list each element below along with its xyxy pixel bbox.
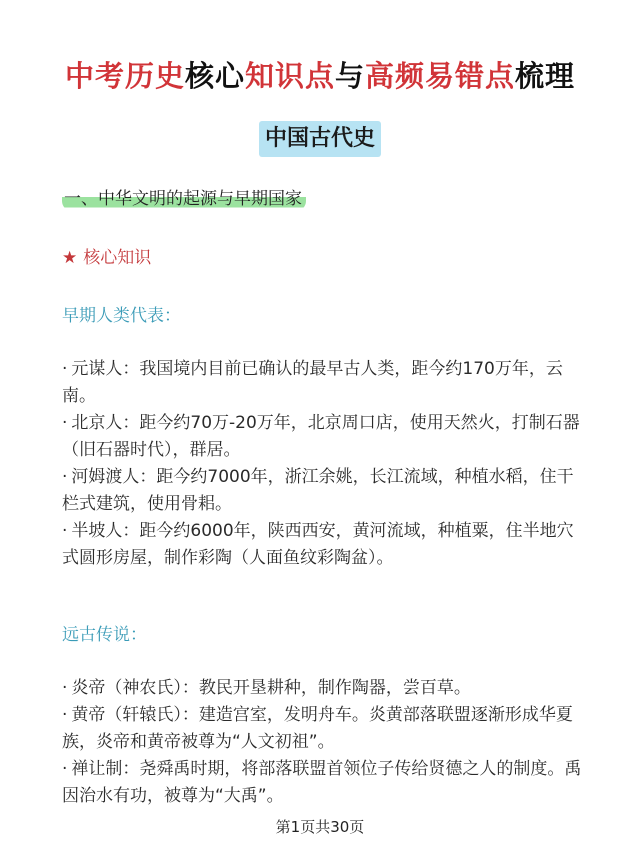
list-item-text: 元谋人：我国境内目前已确认的最早古人类，距今约170万年，云南。 [62, 359, 563, 406]
star-icon: ★ [62, 248, 78, 268]
bullet: · [62, 413, 68, 433]
bullet: · [62, 678, 68, 698]
bullet: · [62, 521, 68, 541]
list-item [62, 356, 582, 410]
bullet: · [62, 759, 68, 779]
early-humans-heading: 早期人类代表： [62, 306, 181, 326]
section-header [0, 121, 640, 157]
title-part: 与 [335, 59, 366, 93]
title-part: 中考历史 [64, 59, 185, 93]
bullet: · [62, 705, 68, 725]
page-title [0, 54, 640, 95]
list-item-text: 黄帝（轩辕氏）：建造宫室，发明舟车。炎黄部落联盟逐渐形成华夏族，炎帝和黄帝被尊为“人文初祖”。 [62, 705, 573, 752]
list-item-text: 半坡人：距今约6000年，陕西西安，黄河流域，种植粟，住半地穴式圆形房屋，制作彩陶（人面鱼纹彩陶盆）。 [62, 521, 574, 568]
list-item [62, 464, 582, 518]
list-item [62, 702, 582, 756]
title-part: 知识点 [244, 59, 335, 93]
chapter-heading: 一、中华文明的起源与早期国家 [62, 182, 306, 211]
list-item-text: 河姆渡人：距今约7000年，浙江余姚，长江流域，种植水稻，住干栏式建筑，使用骨耜。 [62, 467, 574, 514]
list-item [62, 756, 582, 810]
section-tag: 中国古代史 [259, 121, 381, 157]
core-knowledge-text: 核心知识 [83, 248, 152, 268]
title-part: 核心 [184, 59, 245, 93]
list-item [62, 675, 582, 702]
list-item-text: 炎帝（神农氏）：教民开垦耕种，制作陶器，尝百草。 [71, 678, 471, 698]
bullet: · [62, 467, 68, 487]
list-item-text: 北京人：距今约70万-20万年，北京周口店，使用天然火，打制石器（旧石器时代），群居。 [62, 413, 580, 460]
list-item [62, 518, 582, 572]
title-part: 梳理 [515, 59, 576, 93]
early-humans-list [62, 356, 582, 572]
list-item-text: 禅让制：尧舜禹时期，将部落联盟首领位子传给贤德之人的制度。禹因治水有功，被尊为“大禹”。 [62, 759, 582, 806]
title-part: 高频易错点 [365, 59, 516, 93]
list-item [62, 410, 582, 464]
bullet: · [62, 359, 68, 379]
core-knowledge-label [62, 243, 151, 268]
legends-heading: 远古传说： [62, 625, 147, 645]
page-number: 第1页共30页 [275, 818, 365, 836]
legends-list [62, 675, 582, 810]
